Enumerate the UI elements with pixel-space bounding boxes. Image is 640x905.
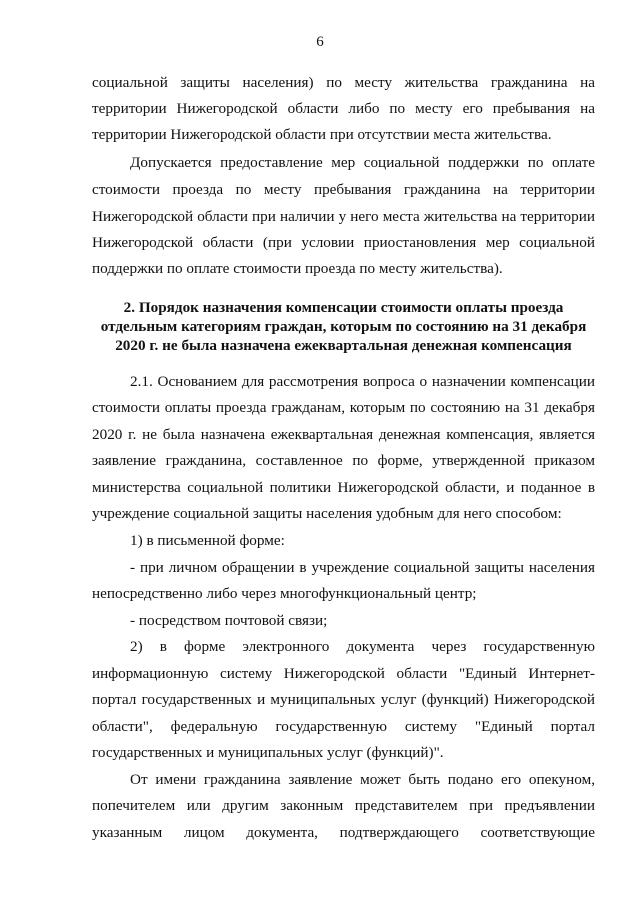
page-number: 6 xyxy=(316,34,324,50)
text-line: информационную систему Нижегородской области "Единый Интернет- xyxy=(92,665,595,682)
section-heading: отдельным категориям граждан, которым по состоянию на 31 декабря xyxy=(100,318,587,335)
text-line: социальной защиты населения) по месту жительства гражданина на xyxy=(92,74,595,91)
text-line: попечителем или другим законным представителем при предъявлении xyxy=(92,797,595,814)
text-line: 2.1. Основанием для рассмотрения вопроса о назначении компенсации xyxy=(130,373,595,390)
text-line: Нижегородской области (при условии приостановления мер социальной xyxy=(92,234,595,251)
text-line: портал государственных и муниципальных услуг (функций) Нижегородской xyxy=(92,691,595,708)
text-line: Допускается предоставление мер социальной поддержки по оплате xyxy=(130,154,595,171)
text-line: От имени гражданина заявление может быть подано его опекуном, xyxy=(130,771,595,788)
list-item: - при личном обращении в учреждение социальной защиты населения xyxy=(130,559,595,576)
text-line: стоимости оплаты проезда гражданам, которым по состоянию на 31 декабря xyxy=(92,399,595,416)
text-line: Нижегородской области при наличии у него места жительства на территории xyxy=(92,208,595,225)
text-line: заявление гражданина, составленное по форме, утвержденной приказом xyxy=(92,452,595,469)
text-line: 2020 г. не была назначена ежеквартальная денежная компенсация, является xyxy=(92,426,595,443)
section-heading: 2020 г. не была назначена ежеквартальная денежная компенсация xyxy=(115,337,572,354)
section-heading: 2. Порядок назначения компенсации стоимости оплаты проезда xyxy=(123,299,564,316)
text-line: поддержки по оплате стоимости проезда по месту жительства). xyxy=(92,260,503,277)
text-line: государственных и муниципальных услуг (функций)". xyxy=(92,744,444,761)
text-line: территории Нижегородской области при отсутствии места жительства. xyxy=(92,126,552,143)
text-line: территории Нижегородской области либо по месту его пребывания на xyxy=(92,100,595,117)
text-line: министерства социальной политики Нижегородской области, и поданное в xyxy=(92,479,595,496)
text-line: стоимости проезда по месту пребывания гражданина на территории xyxy=(92,181,595,198)
text-line: области", федеральную государственную систему "Единый портал xyxy=(92,718,595,735)
list-item: 2) в форме электронного документа через государственную xyxy=(130,638,595,655)
text-line: непосредственно либо через многофункциональный центр; xyxy=(92,585,477,602)
list-item: - посредством почтовой связи; xyxy=(130,612,328,629)
list-item: 1) в письменной форме: xyxy=(130,532,285,549)
text-line: указанным лицом документа, подтверждающего соответствующие xyxy=(92,824,595,841)
text-line: учреждение социальной защиты населения удобным для него способом: xyxy=(92,505,562,522)
